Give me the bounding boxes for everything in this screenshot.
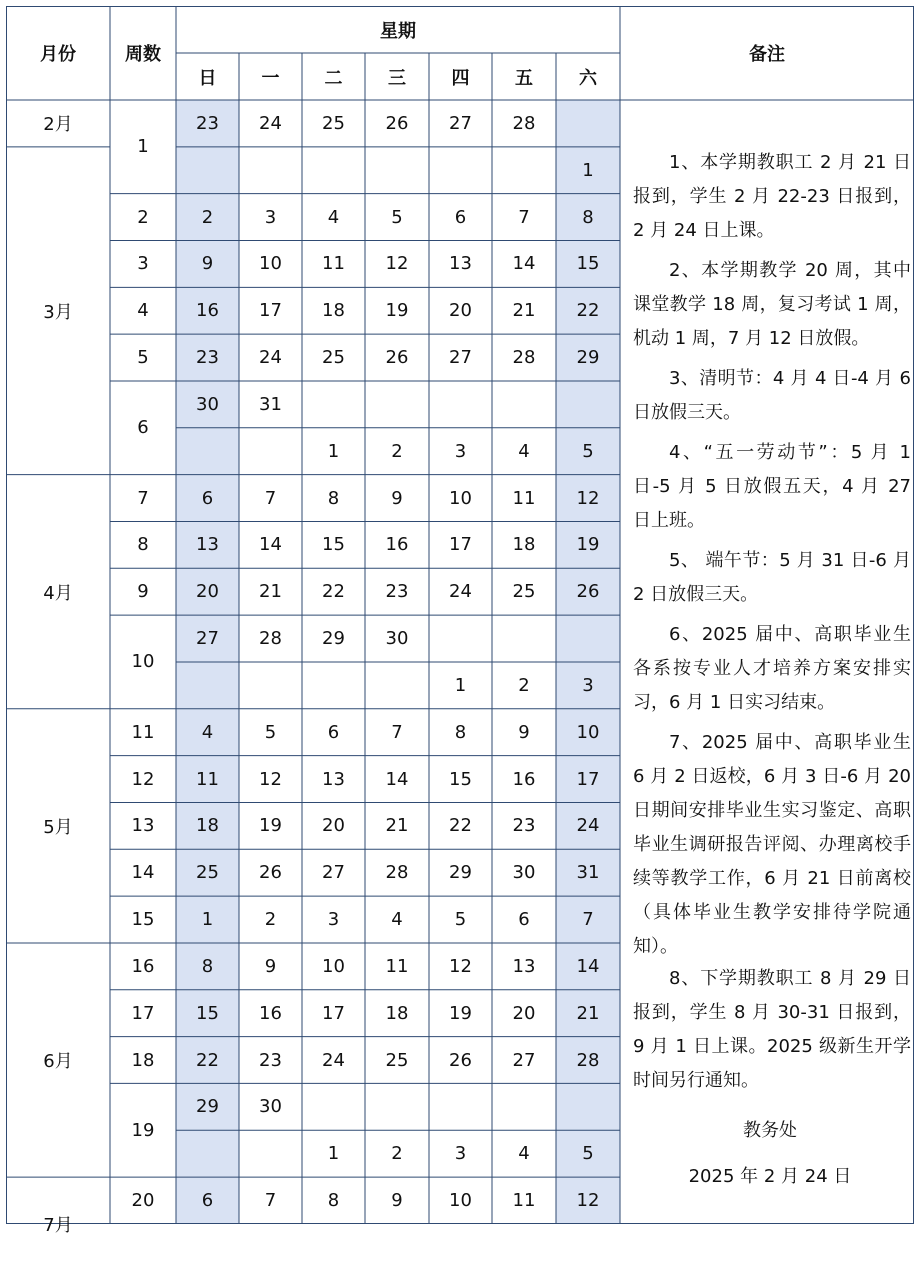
day-cell: 1 <box>327 440 340 462</box>
day-cell: 6 <box>454 206 467 228</box>
day-cell: 7 <box>391 721 403 743</box>
day-cell: 3 <box>327 909 340 931</box>
day-cell <box>176 662 239 709</box>
day-cell: 15 <box>449 768 472 790</box>
day-cell: 6 <box>201 1189 214 1211</box>
day-cell <box>492 1083 556 1130</box>
day-cell: 1 <box>327 1143 340 1165</box>
month-cell: 5月 <box>43 816 73 838</box>
week-number-cell: 16 <box>131 955 155 977</box>
weekday-header: 二 <box>324 67 343 89</box>
day-cell: 11 <box>196 768 219 790</box>
day-cell <box>556 1083 620 1130</box>
week-number-cell: 9 <box>137 581 149 603</box>
day-cell: 11 <box>322 253 345 275</box>
day-cell: 7 <box>582 909 594 931</box>
day-cell <box>239 662 302 709</box>
day-cell: 12 <box>576 1189 600 1211</box>
day-cell <box>429 381 492 428</box>
day-cell <box>239 428 302 475</box>
day-cell: 12 <box>259 768 282 790</box>
day-cell: 16 <box>259 1002 282 1024</box>
day-cell <box>176 147 239 194</box>
day-cell: 4 <box>518 1143 530 1165</box>
day-cell: 4 <box>201 721 214 743</box>
day-cell: 6 <box>327 721 340 743</box>
day-cell <box>556 615 620 662</box>
note-item: 1、本学期教职工 2 月 21 日报到，学生 2 月 22-23 日报到，2 月 24 日上课。 <box>633 152 911 241</box>
week-column-header: 周数 <box>125 44 161 65</box>
day-cell <box>302 381 365 428</box>
note-item: 2、本学期教学 20 周，其中课堂教学 18 周，复习考试 1 周，机动 1 周，7 月 12 日放假。 <box>633 260 911 349</box>
day-cell: 2 <box>518 674 530 696</box>
note-item: 5、 端午节：5 月 31 日-6 月 2 日放假三天。 <box>633 550 911 605</box>
day-cell: 15 <box>576 253 600 275</box>
day-cell: 26 <box>385 347 409 369</box>
weekday-header: 一 <box>261 67 280 89</box>
day-cell: 3 <box>454 1143 467 1165</box>
day-cell: 28 <box>385 862 409 884</box>
day-cell: 16 <box>512 768 536 790</box>
note-item: 6、2025 届中、高职毕业生各系按专业人才培养方案安排实习，6 月 1 日实习结束。 <box>633 624 911 713</box>
day-cell: 8 <box>454 721 467 743</box>
day-cell: 14 <box>512 253 536 275</box>
day-cell: 23 <box>385 581 409 603</box>
day-cell: 17 <box>576 768 600 790</box>
week-number-cell: 1 <box>137 136 149 158</box>
day-cell: 22 <box>196 1049 219 1071</box>
day-cell: 22 <box>449 815 472 837</box>
day-cell: 17 <box>449 534 472 556</box>
day-cell: 21 <box>512 300 536 322</box>
week-number-cell: 13 <box>131 815 155 837</box>
day-cell: 11 <box>512 487 536 509</box>
day-cell: 23 <box>196 347 219 369</box>
day-cell: 30 <box>259 1096 282 1118</box>
month-cell: 2月 <box>43 114 73 136</box>
day-cell: 2 <box>391 1143 403 1165</box>
day-cell <box>429 1083 492 1130</box>
week-number-cell: 7 <box>137 487 149 509</box>
day-cell: 16 <box>196 300 219 322</box>
weekday-group-header: 星期 <box>380 20 416 42</box>
day-cell: 20 <box>196 581 219 603</box>
month-column-header: 月份 <box>40 44 76 65</box>
day-cell: 7 <box>264 1189 277 1211</box>
day-cell: 25 <box>385 1049 409 1071</box>
note-item: 8、下学期教职工 8 月 29 日报到，学生 8 月 30-31 日报到，9 月 1 日上课。2025 级新生开学时间另行通知。 <box>633 968 911 1091</box>
day-cell: 16 <box>385 534 409 556</box>
week-number-cell: 2 <box>137 206 149 228</box>
day-cell: 29 <box>196 1096 219 1118</box>
day-cell: 26 <box>259 862 282 884</box>
day-cell: 11 <box>512 1189 536 1211</box>
day-cell: 27 <box>512 1049 536 1071</box>
day-cell: 5 <box>391 206 403 228</box>
day-cell: 22 <box>322 581 345 603</box>
day-cell: 9 <box>201 253 214 275</box>
day-cell <box>365 147 429 194</box>
day-cell: 17 <box>322 1002 345 1024</box>
day-cell: 25 <box>322 347 345 369</box>
day-cell: 15 <box>196 1002 219 1024</box>
day-cell: 18 <box>385 1002 409 1024</box>
notes-panel <box>626 106 914 1224</box>
day-cell: 25 <box>322 112 345 134</box>
day-cell <box>365 381 429 428</box>
month-cell: 3月 <box>43 301 73 323</box>
day-cell: 20 <box>322 815 345 837</box>
day-cell: 31 <box>576 862 600 884</box>
day-cell <box>176 428 239 475</box>
day-cell: 4 <box>391 909 403 931</box>
week-number-cell: 8 <box>137 534 149 556</box>
weekday-header: 日 <box>198 67 217 89</box>
day-cell <box>239 147 302 194</box>
day-cell: 26 <box>576 581 600 603</box>
day-cell: 8 <box>327 487 340 509</box>
week-number-cell: 3 <box>137 253 149 275</box>
day-cell: 19 <box>259 815 282 837</box>
day-cell: 21 <box>385 815 409 837</box>
day-cell: 12 <box>449 955 472 977</box>
day-cell: 20 <box>512 1002 536 1024</box>
day-cell: 9 <box>391 487 403 509</box>
day-cell <box>556 100 620 147</box>
day-cell: 5 <box>454 909 467 931</box>
day-cell: 24 <box>449 581 472 603</box>
day-cell: 12 <box>385 253 409 275</box>
week-number-cell: 11 <box>131 721 155 743</box>
week-number-cell: 12 <box>131 768 155 790</box>
day-cell: 3 <box>582 674 594 696</box>
note-item: 3、清明节：4 月 4 日-4 月 6 日放假三天。 <box>633 368 911 423</box>
weekday-header: 四 <box>451 67 470 89</box>
day-cell: 9 <box>264 955 277 977</box>
day-cell: 14 <box>385 768 409 790</box>
school-calendar-table <box>6 6 914 1236</box>
note-item: 4、“五一劳动节”：5 月 1 日-5 月 5 日放假五天，4 月 27 日上班。 <box>633 442 911 531</box>
day-cell: 19 <box>576 534 600 556</box>
day-cell: 26 <box>449 1049 472 1071</box>
day-cell: 19 <box>449 1002 472 1024</box>
day-cell: 7 <box>518 206 530 228</box>
day-cell: 30 <box>196 393 219 415</box>
day-cell: 14 <box>576 955 600 977</box>
weekday-header: 三 <box>388 67 406 89</box>
day-cell <box>302 147 365 194</box>
day-cell: 27 <box>449 112 472 134</box>
day-cell: 4 <box>327 206 340 228</box>
day-cell <box>492 381 556 428</box>
day-cell: 3 <box>454 440 467 462</box>
month-cell: 4月 <box>43 582 73 604</box>
week-number-cell: 10 <box>131 651 155 673</box>
day-cell: 2 <box>201 206 214 228</box>
day-cell <box>176 1130 239 1177</box>
day-cell: 24 <box>322 1049 345 1071</box>
day-cell: 13 <box>322 768 345 790</box>
day-cell: 9 <box>518 721 530 743</box>
day-cell: 1 <box>454 674 467 696</box>
day-cell: 28 <box>576 1049 600 1071</box>
day-cell <box>492 147 556 194</box>
weekday-header: 六 <box>579 67 597 89</box>
week-number-cell: 20 <box>131 1189 155 1211</box>
day-cell: 25 <box>196 862 219 884</box>
day-cell: 5 <box>264 721 277 743</box>
day-cell: 9 <box>391 1189 403 1211</box>
day-cell: 25 <box>512 581 536 603</box>
issuing-office: 教务处 <box>743 1120 797 1141</box>
notes-column-header: 备注 <box>749 44 785 65</box>
day-cell: 23 <box>512 815 536 837</box>
day-cell: 8 <box>582 206 594 228</box>
day-cell: 27 <box>196 628 219 650</box>
week-number-cell: 18 <box>131 1049 155 1071</box>
day-cell <box>365 1083 429 1130</box>
day-cell: 8 <box>201 955 214 977</box>
day-cell: 21 <box>259 581 282 603</box>
day-cell: 3 <box>264 206 277 228</box>
day-cell: 10 <box>322 955 345 977</box>
day-cell: 18 <box>196 815 219 837</box>
day-cell: 7 <box>264 487 277 509</box>
day-cell: 24 <box>259 112 282 134</box>
day-cell: 19 <box>385 300 409 322</box>
day-cell: 10 <box>449 1189 472 1211</box>
day-cell <box>492 615 556 662</box>
day-cell: 4 <box>518 440 530 462</box>
day-cell: 29 <box>576 347 600 369</box>
day-cell: 13 <box>196 534 219 556</box>
day-cell: 26 <box>385 112 409 134</box>
day-cell: 30 <box>385 628 409 650</box>
week-number-cell: 6 <box>137 417 149 439</box>
note-item: 7、2025 届中、高职毕业生 6 月 2 日返校，6 月 3 日-6 月 20 日期间安排毕业生实习鉴定、高职毕业生调研报告评阅、办理离校手续等教学工作，6 月 21 日前离校（具体毕业生教学安排待学院通知）。 <box>633 732 911 957</box>
day-cell: 14 <box>259 534 282 556</box>
day-cell: 29 <box>449 862 472 884</box>
day-cell: 27 <box>322 862 345 884</box>
day-cell <box>556 381 620 428</box>
day-cell: 22 <box>576 300 600 322</box>
day-cell: 13 <box>512 955 536 977</box>
day-cell: 24 <box>259 347 282 369</box>
day-cell: 6 <box>518 909 530 931</box>
issue-date: 2025 年 2 月 24 日 <box>688 1166 852 1187</box>
day-cell: 11 <box>385 955 409 977</box>
day-cell: 10 <box>449 487 472 509</box>
day-cell: 10 <box>576 721 600 743</box>
week-number-cell: 15 <box>131 909 155 931</box>
day-cell: 1 <box>201 909 214 931</box>
day-cell: 6 <box>201 487 214 509</box>
day-cell: 5 <box>582 440 594 462</box>
day-cell: 21 <box>576 1002 600 1024</box>
week-number-cell: 19 <box>131 1119 155 1141</box>
day-cell: 2 <box>391 440 403 462</box>
day-cell <box>302 1083 365 1130</box>
day-cell <box>302 662 365 709</box>
day-cell: 28 <box>512 112 536 134</box>
day-cell: 31 <box>259 393 282 415</box>
month-cell: 6月 <box>43 1051 73 1072</box>
day-cell: 18 <box>322 300 345 322</box>
week-number-cell: 5 <box>137 347 149 369</box>
day-cell: 1 <box>582 159 594 181</box>
day-cell: 30 <box>512 862 536 884</box>
day-cell: 13 <box>449 253 472 275</box>
day-cell: 8 <box>327 1189 340 1211</box>
day-cell: 2 <box>264 909 277 931</box>
day-cell: 5 <box>582 1143 594 1165</box>
day-cell <box>429 147 492 194</box>
day-cell: 10 <box>259 253 282 275</box>
day-cell: 15 <box>322 534 345 556</box>
day-cell: 29 <box>322 628 345 650</box>
day-cell <box>429 615 492 662</box>
day-cell: 20 <box>449 300 472 322</box>
day-cell: 12 <box>576 487 600 509</box>
day-cell <box>239 1130 302 1177</box>
week-number-cell: 17 <box>131 1002 155 1024</box>
day-cell: 27 <box>449 347 472 369</box>
day-cell: 23 <box>196 112 219 134</box>
day-cell: 28 <box>512 347 536 369</box>
day-cell: 18 <box>512 534 536 556</box>
day-cell: 28 <box>259 628 282 650</box>
weekday-header: 五 <box>515 67 533 89</box>
day-cell: 17 <box>259 300 282 322</box>
day-cell <box>365 662 429 709</box>
week-number-cell: 14 <box>131 862 155 884</box>
week-number-cell: 4 <box>137 300 149 322</box>
day-cell: 23 <box>259 1049 282 1071</box>
day-cell: 24 <box>576 815 600 837</box>
month-cell: 7月 <box>43 1214 73 1236</box>
